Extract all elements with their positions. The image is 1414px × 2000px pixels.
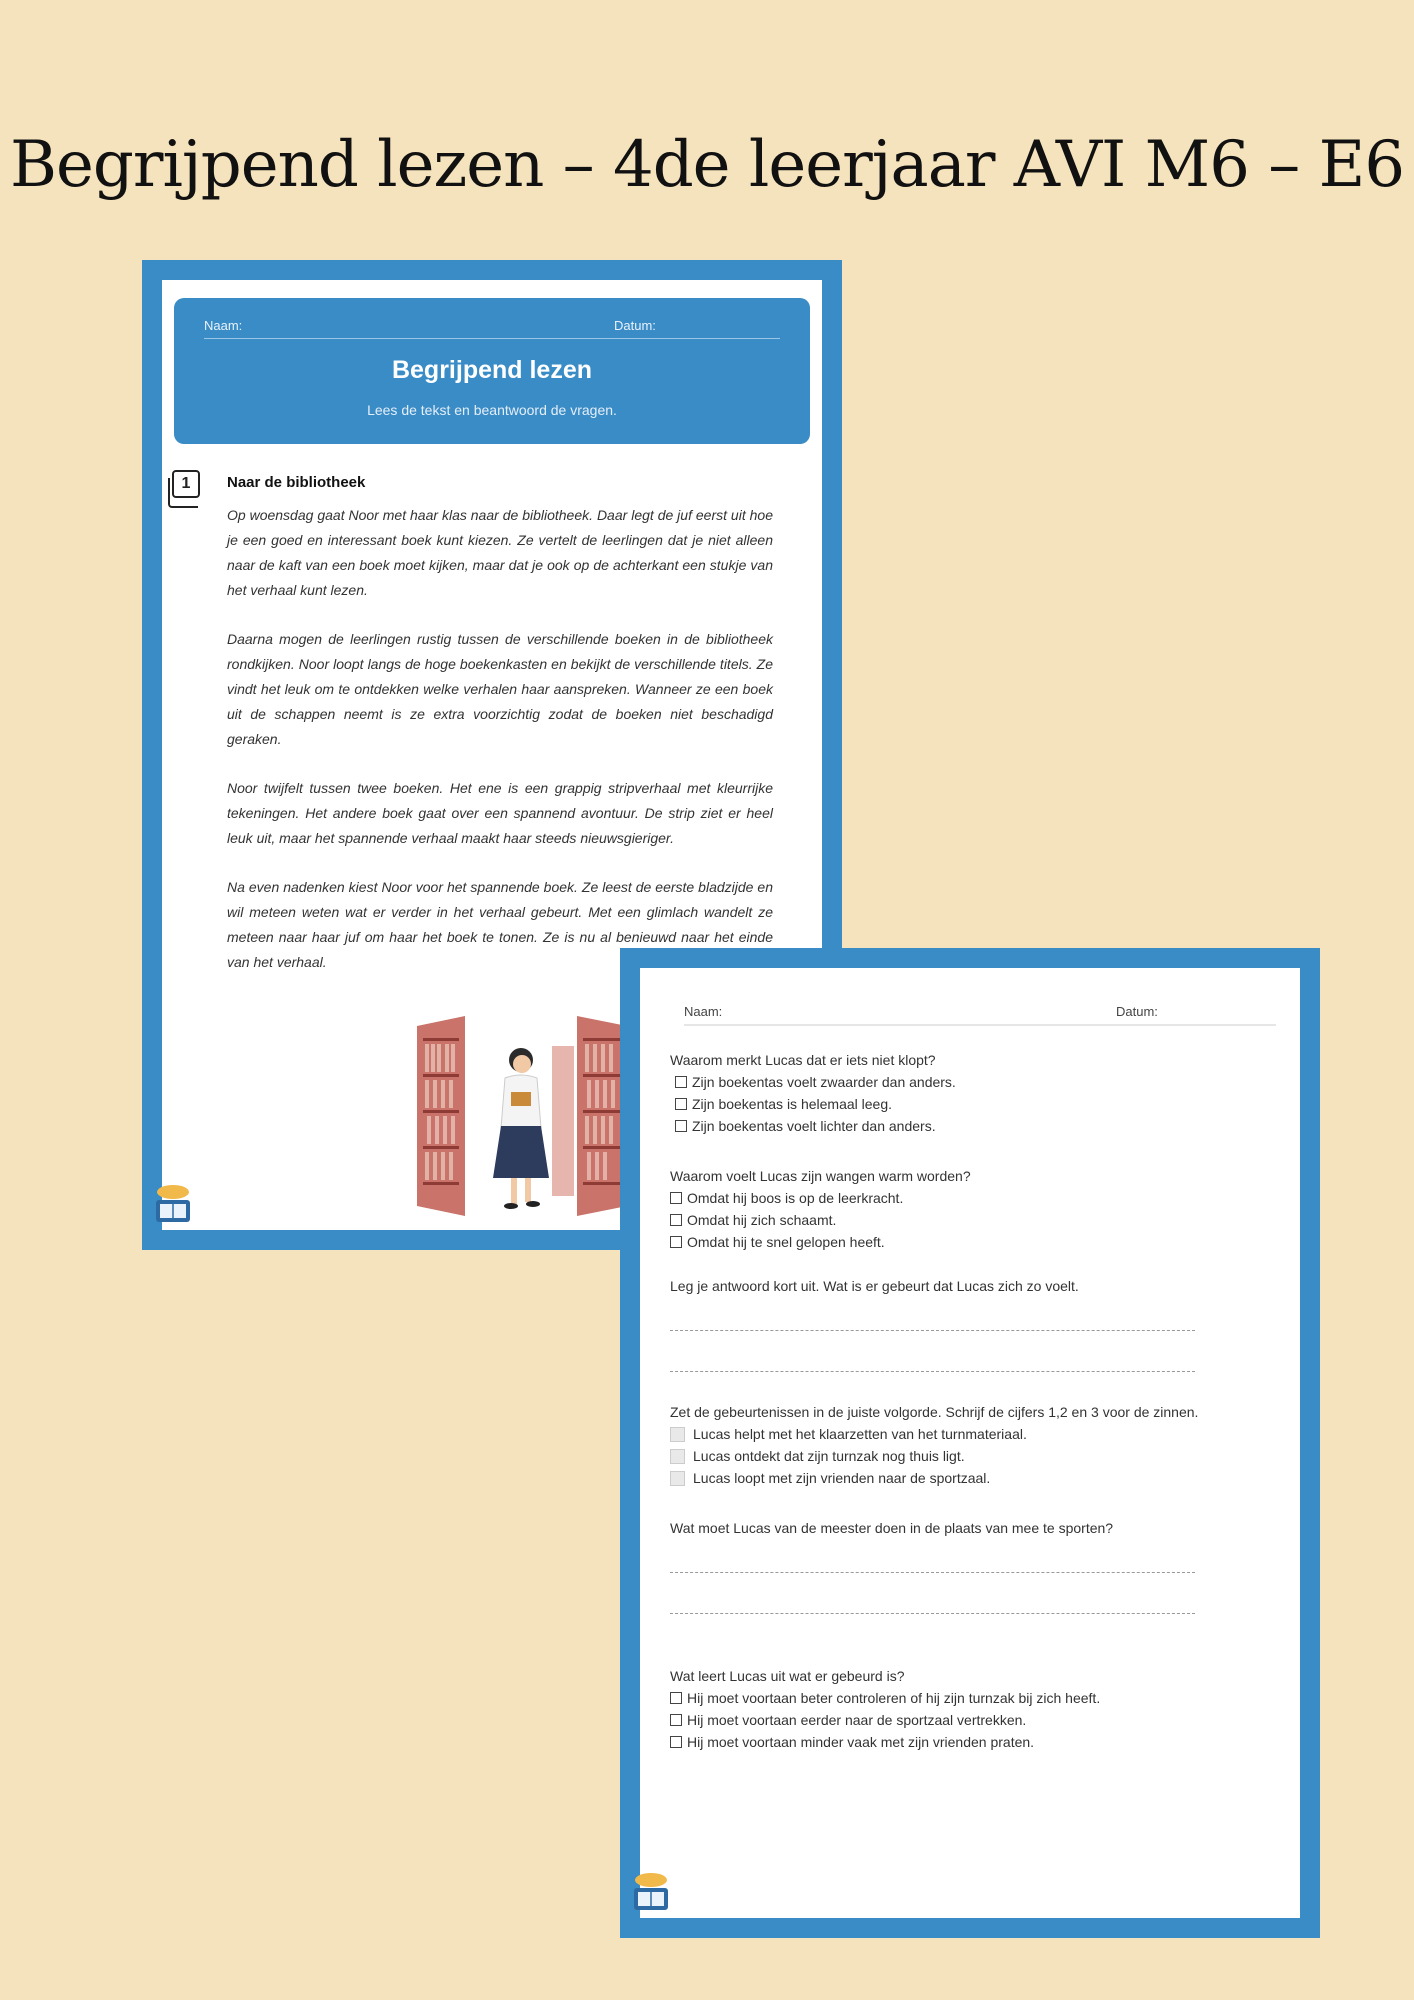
question-text: Waarom voelt Lucas zijn wangen warm worden? [670, 1168, 971, 1184]
question-block [670, 1520, 1280, 1614]
option-label: Zijn boekentas voelt lichter dan anders. [692, 1118, 936, 1134]
answer-option[interactable] [670, 1470, 1280, 1486]
story-text [227, 503, 773, 999]
banner-subtitle: Lees de tekst en beantwoord de vragen. [367, 402, 617, 418]
checkbox-icon[interactable] [675, 1098, 687, 1110]
name-date-line [684, 1024, 1276, 1026]
option-label: Zijn boekentas is helemaal leeg. [692, 1096, 893, 1112]
checkbox-icon[interactable] [675, 1076, 687, 1088]
answer-option[interactable] [670, 1448, 1280, 1464]
question-text: Wat moet Lucas van de meester doen in de plaats van mee te sporten? [670, 1520, 1114, 1536]
option-label: Lucas ontdekt dat zijn turnzak nog thuis ligt. [693, 1448, 965, 1464]
checkbox-icon[interactable] [670, 1214, 682, 1226]
name-date-line [204, 338, 780, 339]
question-block [670, 1052, 1280, 1140]
name-label: Naam: [204, 318, 243, 333]
answer-option[interactable] [670, 1234, 1280, 1250]
header-banner [174, 298, 810, 444]
worksheet-questions [620, 948, 1320, 1938]
story-title: Naar de bibliotheek [227, 474, 366, 491]
story-paragraph: Noor twijfelt tussen twee boeken. Het ene is een grappig stripverhaal met kleurrijke tekeningen. Het andere boek gaat over een spannend avontuur. De strip ziet er heel leuk uit, maar het spannende verhaal maakt haar steeds nieuwsgieriger. [227, 780, 773, 846]
question-text: Waarom merkt Lucas dat er iets niet klopt? [670, 1052, 936, 1068]
publisher-logo-icon [628, 1868, 674, 1918]
option-label: Lucas helpt met het klaarzetten van het turnmateriaal. [693, 1426, 1027, 1442]
answer-line[interactable] [670, 1613, 1195, 1614]
question-block [670, 1404, 1280, 1492]
answer-option[interactable] [670, 1074, 1280, 1090]
library-girl-illustration [417, 1016, 627, 1216]
checkbox-icon[interactable] [670, 1192, 682, 1204]
option-label: Hij moet voortaan eerder naar de sportzaal vertrekken. [687, 1712, 1027, 1728]
answer-line[interactable] [670, 1330, 1195, 1331]
question-block [670, 1278, 1280, 1372]
answer-line[interactable] [670, 1371, 1195, 1372]
question-text: Zet de gebeurtenissen in de juiste volgorde. Schrijf de cijfers 1,2 en 3 voor de zinnen. [670, 1404, 1199, 1420]
publisher-logo-icon [150, 1180, 196, 1230]
number-box[interactable] [670, 1449, 685, 1464]
option-label: Lucas loopt met zijn vrienden naar de sportzaal. [693, 1470, 991, 1486]
answer-option[interactable] [670, 1426, 1280, 1442]
number-box[interactable] [670, 1427, 685, 1442]
option-label: Hij moet voortaan beter controleren of hij zijn turnzak bij zich heeft. [687, 1690, 1101, 1706]
answer-option[interactable] [670, 1734, 1280, 1750]
option-label: Omdat hij boos is op de leerkracht. [687, 1190, 904, 1206]
date-label: Datum: [614, 318, 656, 333]
question-block [670, 1168, 1280, 1256]
answer-option[interactable] [670, 1690, 1280, 1706]
option-label: Omdat hij te snel gelopen heeft. [687, 1234, 885, 1250]
answer-option[interactable] [670, 1096, 1280, 1112]
story-paragraph: Daarna mogen de leerlingen rustig tussen de verschillende boeken in de bibliotheek rondkijken. Noor loopt langs de hoge boekenkasten en bekijkt de verschillende titels. Ze vindt het leuk om te ontdekken welke verhalen haar aanspreken. Wanneer ze een boek uit de schappen neemt is ze extra voorzichtig zodat de boeken niet beschadigd geraken. [227, 631, 773, 747]
answer-option[interactable] [670, 1118, 1280, 1134]
option-label: Omdat hij zich schaamt. [687, 1212, 837, 1228]
question-text: Wat leert Lucas uit wat er gebeurd is? [670, 1668, 905, 1684]
checkbox-icon[interactable] [670, 1736, 682, 1748]
question-block [670, 1668, 1280, 1756]
checkbox-icon[interactable] [670, 1692, 682, 1704]
worksheet-page [640, 968, 1300, 1918]
number-box[interactable] [670, 1471, 685, 1486]
answer-option[interactable] [670, 1712, 1280, 1728]
answer-option[interactable] [670, 1212, 1280, 1228]
page-title: Begrijpend lezen – 4de leerjaar AVI M6 – E6 [9, 128, 1405, 202]
answer-option[interactable] [670, 1190, 1280, 1206]
name-label: Naam: [684, 1004, 723, 1019]
story-paragraph: Op woensdag gaat Noor met haar klas naar de bibliotheek. Daar legt de juf eerst uit hoe je een goed en interessant boek kunt kiezen. Ze vertelt de leerlingen dat je niet alleen naar de kaft van een boek moet kijken, maar dat je ook op de achterkant een stukje van het verhaal kunt lezen. [227, 507, 773, 598]
option-label: Zijn boekentas voelt zwaarder dan anders. [692, 1074, 956, 1090]
banner-title: Begrijpend lezen [391, 356, 593, 384]
story-paragraph: Na even nadenken kiest Noor voor het spannende boek. Ze leest de eerste bladzijde en wil meteen weten wat er verder in het verhaal gebeurt. Met een glimlach wandelt ze meteen naar haar juf om haar het boek te tonen. Ze is nu al benieuwd naar het einde van het verhaal. [227, 879, 773, 970]
date-label: Datum: [1116, 1004, 1158, 1019]
checkbox-icon[interactable] [670, 1714, 682, 1726]
checkbox-icon[interactable] [670, 1236, 682, 1248]
option-label: Hij moet voortaan minder vaak met zijn vrienden praten. [687, 1734, 1035, 1750]
answer-line[interactable] [670, 1572, 1195, 1573]
checkbox-icon[interactable] [675, 1120, 687, 1132]
section-number-icon: 1 [172, 470, 200, 498]
question-text: Leg je antwoord kort uit. Wat is er gebeurt dat Lucas zich zo voelt. [670, 1278, 1079, 1294]
